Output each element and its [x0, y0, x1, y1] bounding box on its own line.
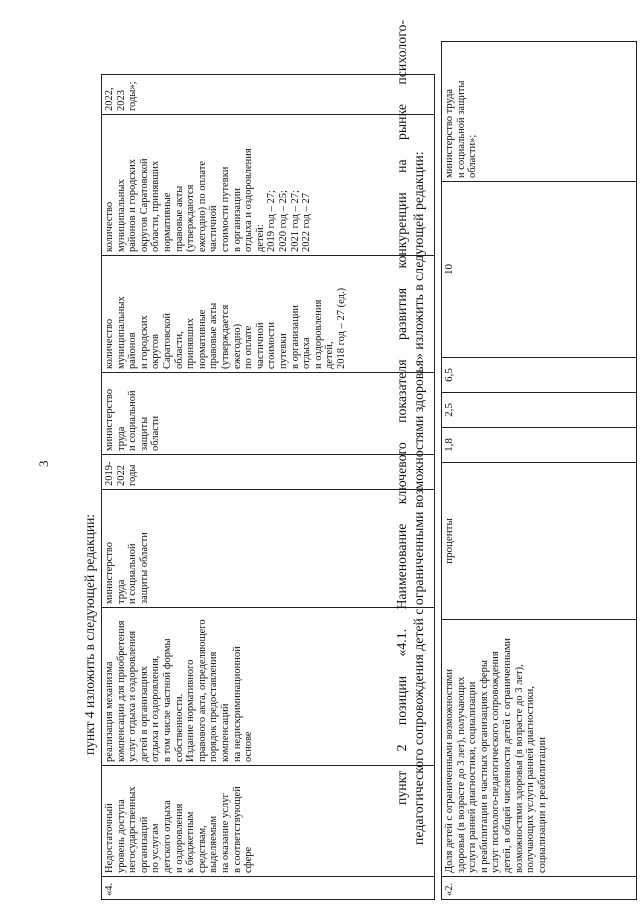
years-cell: 2019- 2022 годы	[102, 455, 435, 490]
measures-table	[101, 74, 435, 900]
row-number: «4.	[102, 877, 435, 900]
indicator-table	[441, 41, 637, 900]
measure-cell: реализация механизма компенсации для приобретения услуг отдыха и оздоровления детей в организациях отдыха и оздоровления, в том числе частной формы собственности. Издание нормативного правового акта, определяющего порядок предоставления компенсаций на недискриминационной основе	[102, 608, 435, 766]
table-row	[442, 42, 637, 900]
responsible-cell: министерство труда и социальной защиты области»;	[442, 42, 637, 182]
value-cell-2: 2,5	[442, 393, 637, 428]
responsible-cell: министерство труда и социальной защиты области	[102, 490, 435, 608]
position-paragraph	[393, 20, 427, 845]
intro-text: пункт 4 изложить в следующей редакции:	[82, 513, 97, 755]
responsible2-cell: министерство труда и социальной защиты области	[102, 373, 435, 455]
table-row	[102, 75, 435, 900]
target-cell: количество муниципальных районов и городских округов Саратовской области, принявших нормативные правовые акты (утверждаются ежегодно) по оплате частичной стоимости путевки в организации отдыха и оздоровления детей: 2019 год – 27; 2020 год – 25; 2021 год – 27; 2022 год – 27	[102, 115, 435, 256]
page-number: 3	[36, 460, 51, 467]
paragraph-line-2: педагогического сопровождения детей с ограниченными возможностями здоровья» изложить в следующей редакции:	[411, 151, 426, 845]
value-cell-3: 6,5	[442, 358, 637, 393]
value-cell-4: 10	[442, 182, 637, 358]
unit-cell: проценты	[442, 463, 637, 620]
paragraph-line-1: пункт 2 позиции «4.1. Наименование ключевого показателя развития конкуренции на рынке психолого-	[394, 20, 409, 805]
period-cell: 2022, 2023 годы»;	[102, 75, 435, 115]
indicator-cell: количество муниципальных районов и городских округов Саратовской области, принявших нормативные правовые акты (утверждается ежегодно) по оплате частичной стоимости путевки в организации отдыха и оздоровления детей, 2018 год – 27 (ед.)	[102, 256, 435, 373]
indicator-name-cell: Доля детей с ограниченными возможностями здоровья (в возрасте до 3 лет), получающих услуги ранней диагностики, социализации и реабилитации в частных организациях сферы услуг психолого-педагогического сопровождения детей, в общей численности детей с ограниченными возможностями здоровья (в возрасте до 3 лет), получающих услуги ранней диагностики, социализации и реабилитации	[442, 620, 637, 877]
value-cell-1: 1,8	[442, 428, 637, 463]
row-number: «2.	[442, 877, 637, 900]
problem-cell: Недостаточный уровень доступа негосударственных организаций по услугам детского отдыха и оздоровления к бюджетным средствам, выделяемым на оказание услуг в соответствующей сфере	[102, 766, 435, 877]
